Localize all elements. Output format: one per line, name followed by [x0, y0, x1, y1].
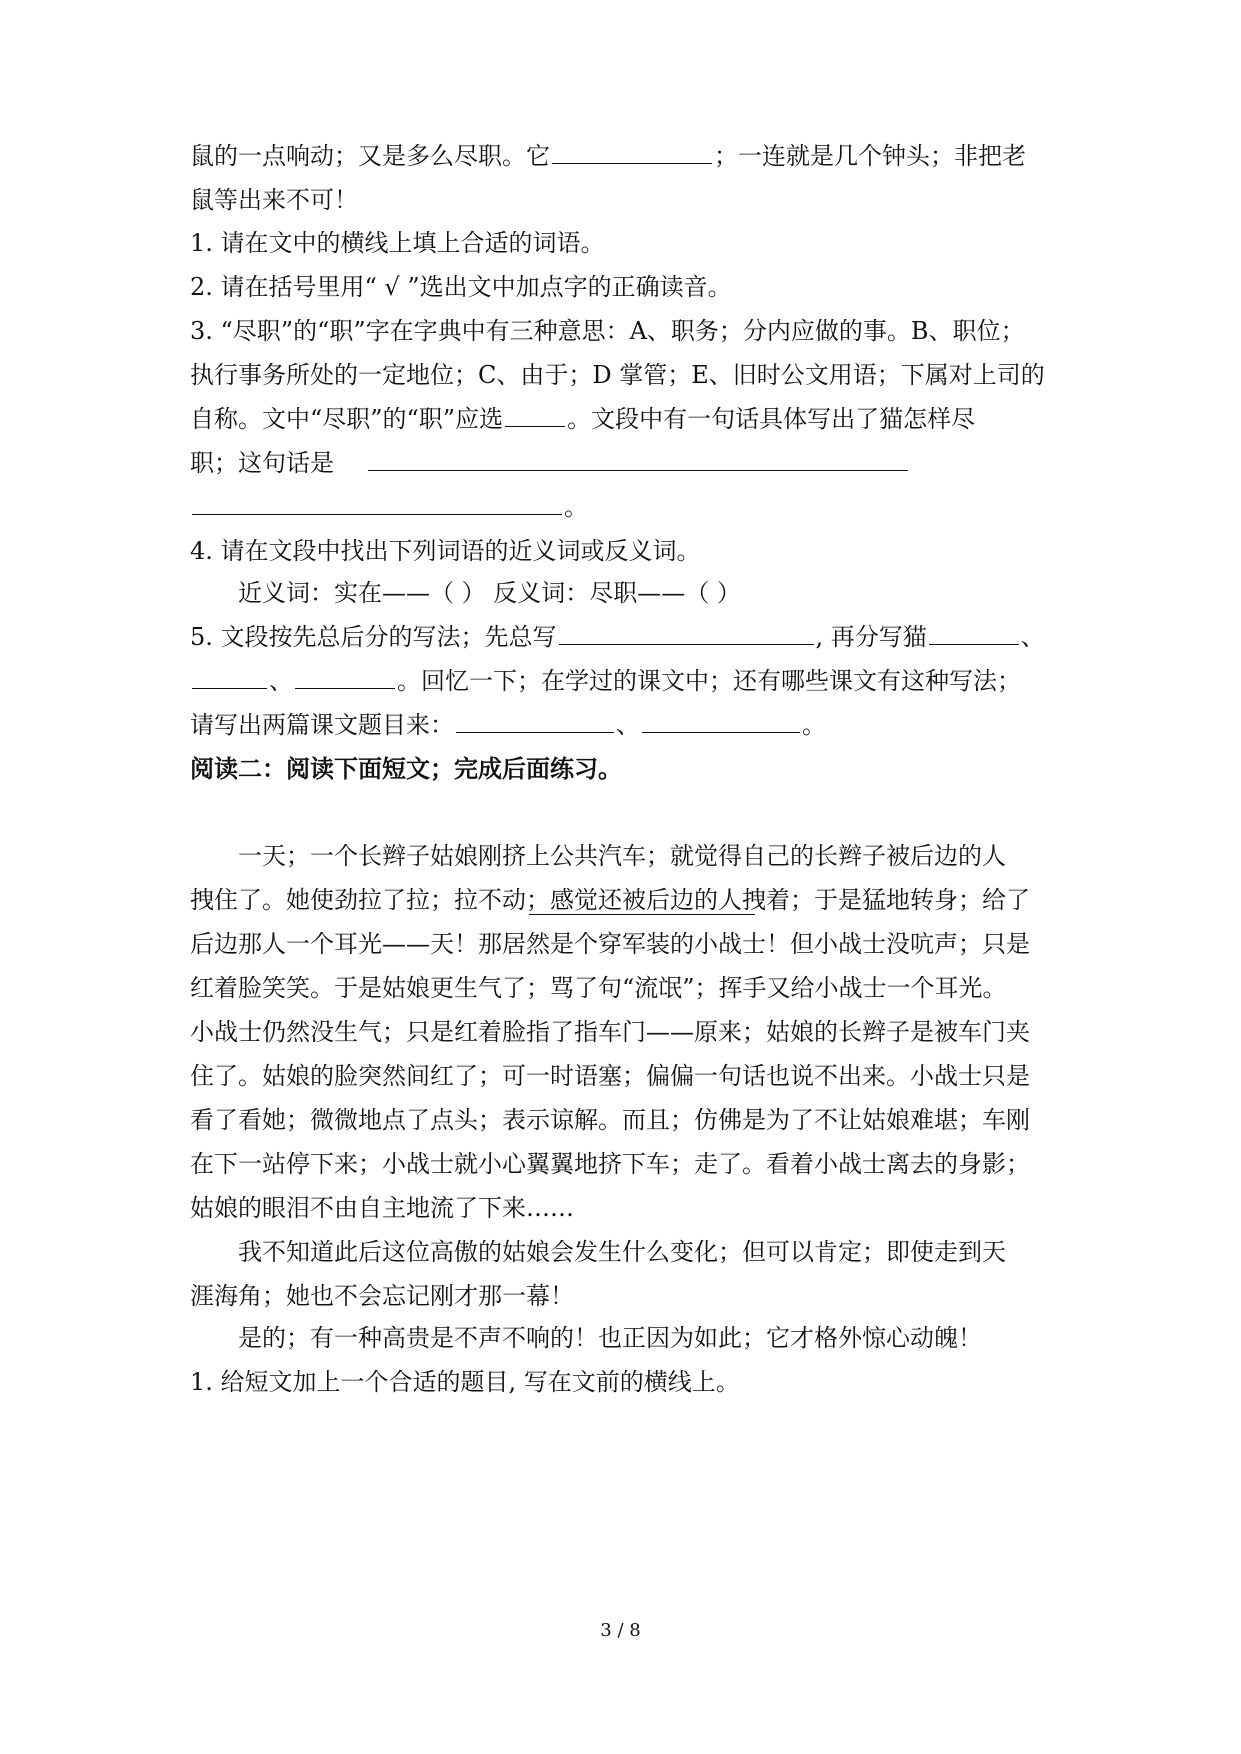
answer-blank[interactable]	[192, 492, 562, 515]
text-line	[190, 140, 1060, 172]
text-line	[190, 1280, 1060, 1312]
text-segment: 。	[564, 493, 588, 521]
text-segment: 阅读二：阅读下面短文；完成后面练习。	[190, 754, 622, 783]
text-segment: 看了看她；微微地点了点头；表示谅解。而且；仿佛是为了不让姑娘难堪；车刚	[190, 1106, 1030, 1134]
text-line	[190, 315, 1060, 347]
text-line	[190, 1148, 1060, 1180]
answer-blank[interactable]	[368, 448, 908, 471]
text-line	[190, 535, 1060, 567]
text-line	[190, 621, 1060, 653]
text-line	[190, 403, 1060, 435]
answer-blank[interactable]	[552, 141, 712, 164]
answer-blank[interactable]	[642, 710, 800, 733]
text-segment: 请写出两篇课文题目来：	[190, 711, 454, 739]
text-line	[190, 753, 1060, 785]
text-line	[190, 1236, 1108, 1268]
text-segment: 近义词：实在——（ ） 反义词：尽职——（ ）	[238, 579, 741, 607]
text-line	[190, 184, 1060, 216]
text-line	[190, 709, 1060, 741]
text-line	[190, 928, 1060, 960]
text-line	[190, 271, 1060, 303]
text-segment: 、	[1020, 623, 1045, 651]
text-segment: 姑娘的眼泪不由自主地流了下来……	[190, 1194, 574, 1222]
text-segment: , 再分写猫	[815, 623, 927, 651]
answer-blank[interactable]	[456, 710, 614, 733]
text-segment: 职；这句话是	[190, 449, 334, 477]
text-segment: 。文段中有一句话具体写出了猫怎样尽	[567, 405, 976, 433]
text-line	[190, 577, 1108, 609]
text-line	[190, 884, 1060, 916]
text-line	[190, 359, 1060, 391]
text-segment: 1. 给短文加上一个合适的题目, 写在文前的横线上。	[190, 1368, 740, 1396]
text-segment: ；一连就是几个钟头；非把老	[714, 142, 1026, 170]
page-number: 3 / 8	[600, 1620, 641, 1641]
text-segment: 后边那人一个耳光——天！那居然是个穿军装的小战士！但小战士没吭声；只是	[190, 930, 1030, 958]
text-segment: 执行事务所处的一定地位；C、由于；D 掌管；E、旧时公文用语；下属对上司的	[190, 361, 1045, 389]
text-segment: 小战士仍然没生气；只是红着脸指了指车门——原来；姑娘的长辫子是被车门夹	[190, 1018, 1030, 1046]
text-line	[190, 665, 1060, 697]
text-segment: 住了。姑娘的脸突然间红了；可一时语塞；偏偏一句话也说不出来。小战士只是	[190, 1062, 1030, 1090]
title-blank	[529, 914, 755, 915]
text-segment: 红着脸笑笑。于是姑娘更生气了；骂了句“流氓”；挥手又给小战士一个耳光。	[190, 974, 1007, 1002]
text-segment: 在下一站停下来；小战士就小心翼翼地挤下车；走了。看着小战士离去的身影；	[190, 1150, 1030, 1178]
text-line	[190, 972, 1060, 1004]
text-segment: 是的；有一种高贵是不声不响的！也正因为如此；它才格外惊心动魄！	[238, 1324, 982, 1352]
answer-blank[interactable]	[559, 622, 814, 645]
text-segment: 3. “尽职”的“职”字在字典中有三种意思：A、职务；分内应做的事。B、职位；	[190, 317, 1025, 345]
text-segment: 。回忆一下；在学过的课文中；还有哪些课文有这种写法；	[397, 667, 1021, 695]
text-line	[190, 1322, 1108, 1354]
text-segment: 、	[269, 667, 293, 695]
text-segment: 。	[802, 711, 826, 739]
text-line	[190, 1366, 1060, 1398]
text-line	[190, 447, 1060, 479]
text-line	[190, 1016, 1060, 1048]
text-segment: 、	[616, 711, 640, 739]
text-line	[190, 1104, 1060, 1136]
text-segment: 我不知道此后这位高傲的姑娘会发生什么变化；但可以肯定；即使走到天	[238, 1238, 1006, 1266]
answer-blank[interactable]	[505, 404, 565, 427]
text-segment: 5. 文段按先总后分的写法；先总写	[190, 623, 557, 651]
text-line	[190, 491, 1060, 523]
text-segment: 1. 请在文中的横线上填上合适的词语。	[190, 229, 605, 257]
text-line	[190, 227, 1060, 259]
answer-blank[interactable]	[295, 666, 395, 689]
text-segment: 4. 请在文段中找出下列词语的近义词或反义词。	[190, 537, 701, 565]
text-line	[190, 840, 1108, 872]
answer-blank[interactable]	[192, 666, 267, 689]
text-segment: 鼠等出来不可！	[190, 186, 358, 214]
text-segment: 自称。文中“尽职”的“职”应选	[190, 405, 504, 433]
text-segment: 鼠的一点响动；又是多么尽职。它	[190, 142, 550, 170]
text-line	[190, 1192, 1060, 1224]
text-segment: 拽住了。她使劲拉了拉；拉不动；感觉还被后边的人拽着；于是猛地转身；给了	[190, 886, 1030, 914]
text-segment: 2. 请在括号里用“ √ ”选出文中加点字的正确读音。	[190, 273, 732, 301]
answer-blank[interactable]	[929, 622, 1019, 645]
text-segment: 涯海角；她也不会忘记刚才那一幕！	[190, 1282, 574, 1310]
text-segment: 一天；一个长辫子姑娘刚挤上公共汽车；就觉得自己的长辫子被后边的人	[238, 842, 1006, 870]
text-line	[190, 1060, 1060, 1092]
